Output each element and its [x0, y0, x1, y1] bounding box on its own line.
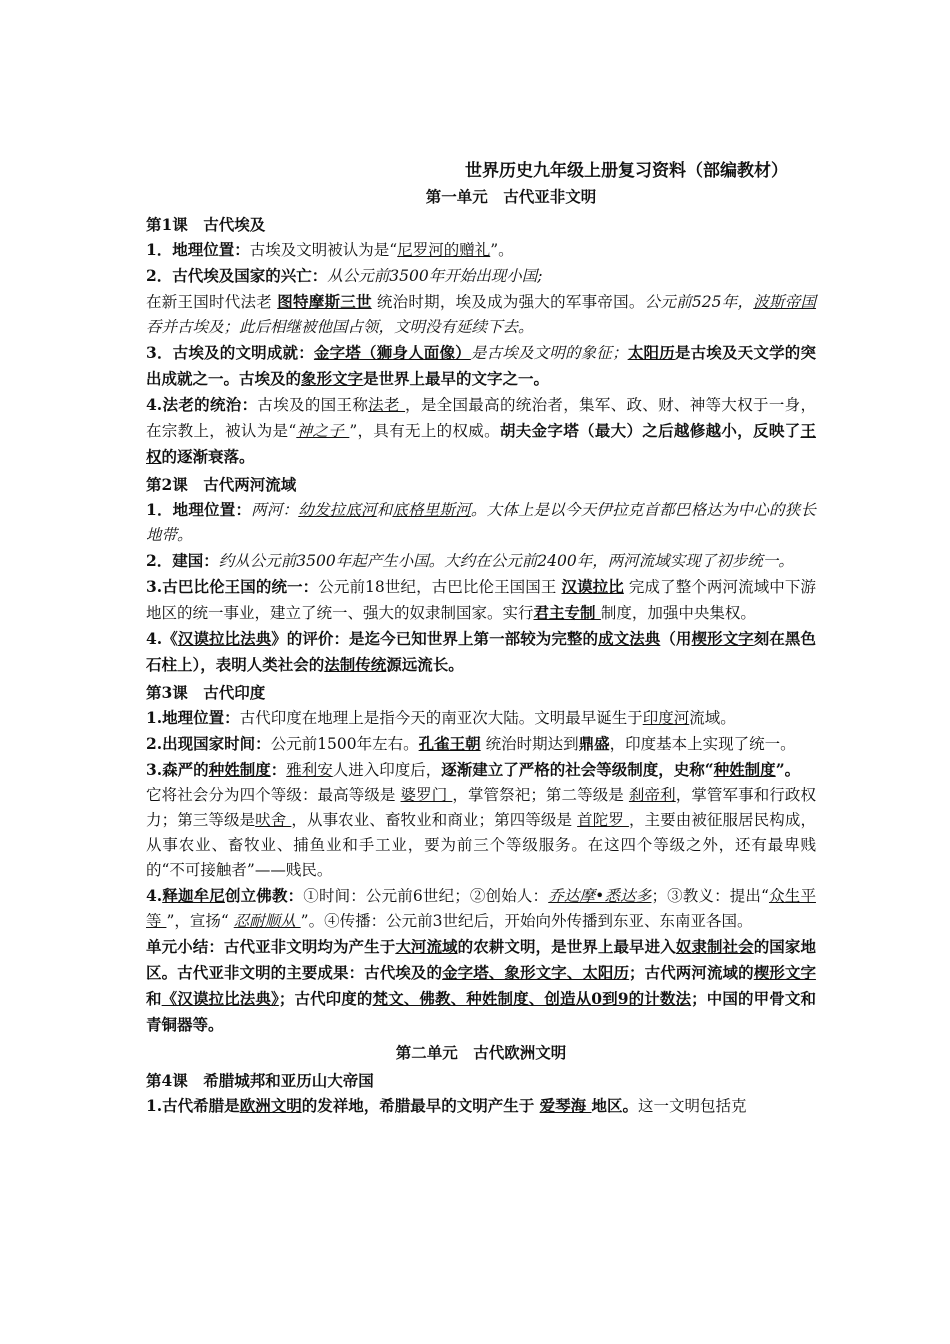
lesson-heading: 第3课 古代印度 [146, 683, 266, 702]
paragraph: 4.释迦牟尼创立佛教：①时间：公元前6世纪；②创始人：乔达摩•悉达多；③教义：提出“众生平等 ”，宣扬“ 忍耐顺从 ”。④传播：公元前3世纪后，开始向外传播到东亚、东南亚各国。 [146, 886, 816, 930]
paragraph: 4.《汉谟拉比法典》的评价：是迄今已知世界上第一部较为完整的成文法典（用楔形文字刻在黑色石柱上），表明人类社会的法制传统源远流长。 [146, 629, 816, 674]
paragraph: 1.古代希腊是欧洲文明的发祥地，希腊最早的文明产生于 爱琴海 地区。这一文明包括克 [146, 1096, 747, 1115]
unit-summary: 单元小结：古代亚非文明均为产生于大河流域的农耕文明，是世界上最早进入奴隶制社会的国家地区。古代亚非文明的主要成果：古代埃及的金字塔、象形文字、太阳历；古代两河流域的楔形文字和《汉谟拉比法典》；古代印度的梵文、佛教、种姓制度、创造从0到9的计数法；中国的甲骨文和青铜器等。 [146, 937, 816, 1034]
paragraph: 2．建国：约从公元前3500年起产生小国。大约在公元前2400年，两河流域实现了初步统一。 [146, 551, 794, 570]
lesson-heading: 第4课 希腊城邦和亚历山大帝国 [146, 1071, 374, 1090]
document-title: 世界历史九年级上册复习资料（部编教材） [465, 161, 788, 181]
paragraph: 它将社会分为四个等级：最高等级是 婆罗门 ，掌管祭祀；第二等级是 刹帝利，掌管军事和行政权力；第三等级是吠舍 ，从事农业、畜牧业和商业；第四等级是 首陀罗 ，主要由被征服居民构成，从事农业、畜牧业、捕鱼业和手工业，要为前三个等级服务。在这四个等级之外，还有最卑贱的“不可接触者”——贱民。 [146, 786, 816, 879]
paragraph: 2.出现国家时间：公元前1500年左右。孔雀王朝 统治时期达到鼎盛，印度基本上实现了统一。 [146, 734, 796, 753]
unit-heading: 第二单元 古代欧洲文明 [395, 1043, 567, 1062]
lesson-heading: 第1课 古代埃及 [146, 215, 266, 234]
paragraph: 3．古埃及的文明成就：金字塔（狮身人面像）是古埃及文明的象征；太阳历是古埃及天文学的突出成就之一。古埃及的象形文字是世界上最早的文字之一。 [146, 343, 816, 388]
lesson-heading: 第2课 古代两河流域 [146, 475, 297, 494]
paragraph: 4.法老的统治：古埃及的国王称法老 ，是全国最高的统治者，集军、政、财、神等大权于一身，在宗教上，被认为是“神之子 ”，具有无上的权威。胡夫金字塔（最大）之后越修越小，反映了王权的逐渐衰落。 [146, 395, 816, 466]
paragraph: 在新王国时代法老 图特摩斯三世 统治时期，埃及成为强大的军事帝国。公元前525年，波斯帝国吞并古埃及；此后相继被他国占领，文明没有延续下去。 [146, 292, 816, 336]
paragraph: 1．地理位置：两河：幼发拉底河和底格里斯河。大体上是以今天伊拉克首都巴格达为中心的狭长地带。 [146, 500, 816, 544]
document-page [146, 158, 816, 1119]
paragraph: 1．地理位置：古埃及文明被认为是“尼罗河的赠礼”。 [146, 240, 514, 259]
paragraph: 3.古巴比伦王国的统一：公元前18世纪，古巴比伦王国国王 汉谟拉比 完成了整个两河流域中下游地区的统一事业，建立了统一、强大的奴隶制国家。实行君主专制 制度，加强中央集权。 [146, 577, 816, 622]
paragraph: 2．古代埃及国家的兴亡：从公元前3500年开始出现小国; [146, 266, 543, 285]
paragraph: 3.森严的种姓制度：雅利安人进入印度后，逐渐建立了严格的社会等级制度，史称“种姓制度”。 [146, 760, 801, 779]
unit-heading: 第一单元 古代亚非文明 [425, 187, 597, 206]
paragraph: 1.地理位置：古代印度在地理上是指今天的南亚次大陆。文明最早诞生于印度河流域。 [146, 708, 736, 727]
